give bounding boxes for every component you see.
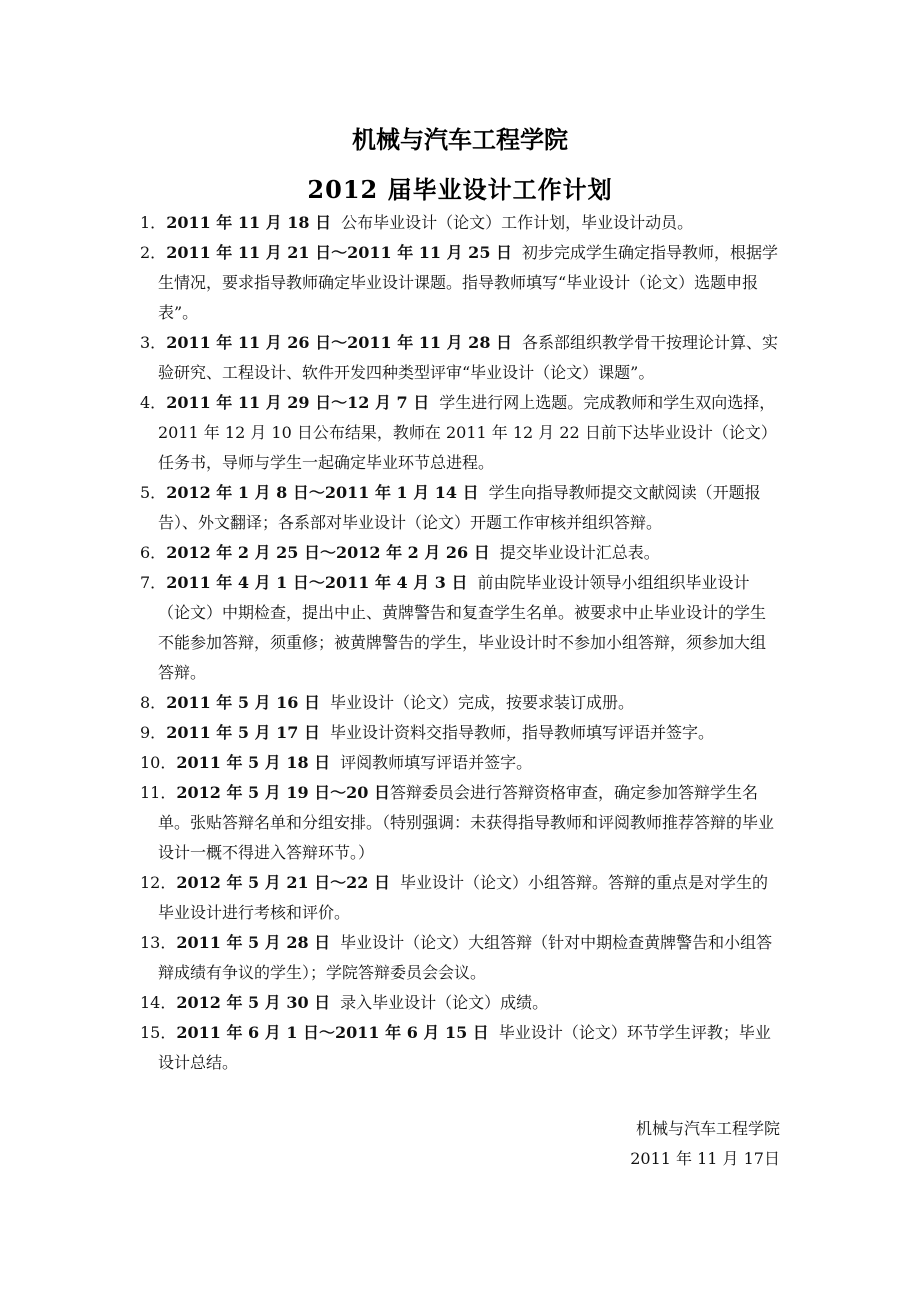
item-number: 10． <box>140 753 177 772</box>
item-date: 2011 年 5 月 18 日 <box>176 753 331 772</box>
item-text: 公布毕业设计（论文）工作计划，毕业设计动员。 <box>341 213 694 232</box>
item-date: 2011 年 11 月 29 日～12 月 7 日 <box>166 393 430 412</box>
item-text: 答辩委员会进行答辩资格审查，确定参加答辩学生名单。张贴答辩名单和分组安排。（特别强调：未获得指导教师和评阅教师推荐答辩的毕业设计一概不得进入答辩环节。） <box>158 783 775 862</box>
item-text: 评阅教师填写评语并签字。 <box>340 753 533 772</box>
item-text: 毕业设计（论文）大组答辩（针对中期检查黄牌警告和小组答辩成绩有争议的学生）；学院答辩委员会会议。 <box>158 933 773 982</box>
item-date: 2011 年 5 月 17 日 <box>166 723 320 742</box>
item-date: 2012 年 5 月 19 日～20 日 <box>176 783 390 802</box>
item-text: 提交毕业设计汇总表。 <box>499 543 660 562</box>
item-text: 毕业设计（论文）完成，按要求装订成册。 <box>329 693 634 712</box>
plan-item <box>140 538 780 568</box>
item-text: 毕业设计（论文）环节学生评教；毕业设计总结。 <box>158 1023 771 1072</box>
plan-item <box>140 778 780 868</box>
document-subtitle: 2012 届毕业设计工作计划 <box>307 175 613 204</box>
plan-item <box>140 568 780 688</box>
item-date: 2012 年 5 月 30 日 <box>176 993 331 1012</box>
item-text: 初步完成学生确定指导教师，根据学生情况，要求指导教师确定毕业设计课题。指导教师填写“毕业设计（论文）选题申报表”。 <box>158 243 779 322</box>
item-text: 学生向指导教师提交文献阅读（开题报告）、外文翻译；各系部对毕业设计（论文）开题工作审核并组织答辩。 <box>158 483 761 532</box>
item-number: 6． <box>140 543 167 562</box>
item-number: 11． <box>140 783 177 802</box>
plan-item <box>140 988 780 1018</box>
signature-date: 2011 年 11 月 17日 <box>630 1149 780 1168</box>
plan-item <box>140 238 780 328</box>
document-title: 机械与汽车工程学院 <box>352 125 568 154</box>
item-text: 录入毕业设计（论文）成绩。 <box>340 993 549 1012</box>
item-date: 2012 年 1 月 8 日～2011 年 1 月 14 日 <box>166 483 479 502</box>
plan-list <box>140 208 780 1078</box>
plan-item <box>140 718 780 748</box>
item-number: 13． <box>140 933 177 952</box>
plan-item <box>140 1018 780 1078</box>
item-number: 3． <box>140 333 167 352</box>
item-number: 7． <box>140 573 167 592</box>
item-text: 学生进行网上选题。完成教师和学生双向选择，2011 年 12 月 10 日公布结果，教师在 2011 年 12 月 22 日前下达毕业设计（论文）任务书，导师与学生一起确定毕业环节总进程。 <box>158 393 777 472</box>
item-date: 2011 年 4 月 1 日～2011 年 4 月 3 日 <box>166 573 468 592</box>
item-number: 1． <box>140 213 167 232</box>
item-date: 2012 年 2 月 25 日～2012 年 2 月 26 日 <box>166 543 490 562</box>
item-number: 2． <box>140 243 167 262</box>
item-text: 各系部组织教学骨干按理论计算、实验研究、工程设计、软件开发四种类型评审“毕业设计（论文）课题”。 <box>158 333 779 382</box>
item-number: 9． <box>140 723 167 742</box>
item-text: 毕业设计（论文）小组答辩。答辩的重点是对学生的毕业设计进行考核和评价。 <box>158 873 769 922</box>
item-date: 2011 年 6 月 1 日～2011 年 6 月 15 日 <box>176 1023 489 1042</box>
item-text: 毕业设计资料交指导教师，指导教师填写评语并签字。 <box>329 723 714 742</box>
plan-item <box>140 928 780 988</box>
plan-item <box>140 478 780 538</box>
item-date: 2011 年 5 月 16 日 <box>166 693 320 712</box>
item-date: 2011 年 5 月 28 日 <box>176 933 331 952</box>
item-number: 5． <box>140 483 167 502</box>
item-date: 2012 年 5 月 21 日～22 日 <box>176 873 390 892</box>
item-number: 8． <box>140 693 167 712</box>
item-text: 前由院毕业设计领导小组组织毕业设计（论文）中期检查，提出中止、黄牌警告和复查学生名单。被要求中止毕业设计的学生不能参加答辩，须重修；被黄牌警告的学生，毕业设计时不参加小组答辩，须参加大组答辩。 <box>158 573 767 682</box>
item-date: 2011 年 11 月 26 日～2011 年 11 月 28 日 <box>166 333 513 352</box>
plan-item <box>140 748 780 778</box>
plan-item <box>140 328 780 388</box>
item-number: 15． <box>140 1023 177 1042</box>
signature-org: 机械与汽车工程学院 <box>635 1119 780 1138</box>
plan-item <box>140 868 780 928</box>
plan-item <box>140 208 780 238</box>
plan-item <box>140 688 780 718</box>
item-number: 14． <box>140 993 177 1012</box>
plan-item <box>140 388 780 478</box>
item-date: 2011 年 11 月 21 日～2011 年 11 月 25 日 <box>166 243 513 262</box>
item-number: 12． <box>140 873 177 892</box>
item-number: 4． <box>140 393 167 412</box>
item-date: 2011 年 11 月 18 日 <box>166 213 332 232</box>
